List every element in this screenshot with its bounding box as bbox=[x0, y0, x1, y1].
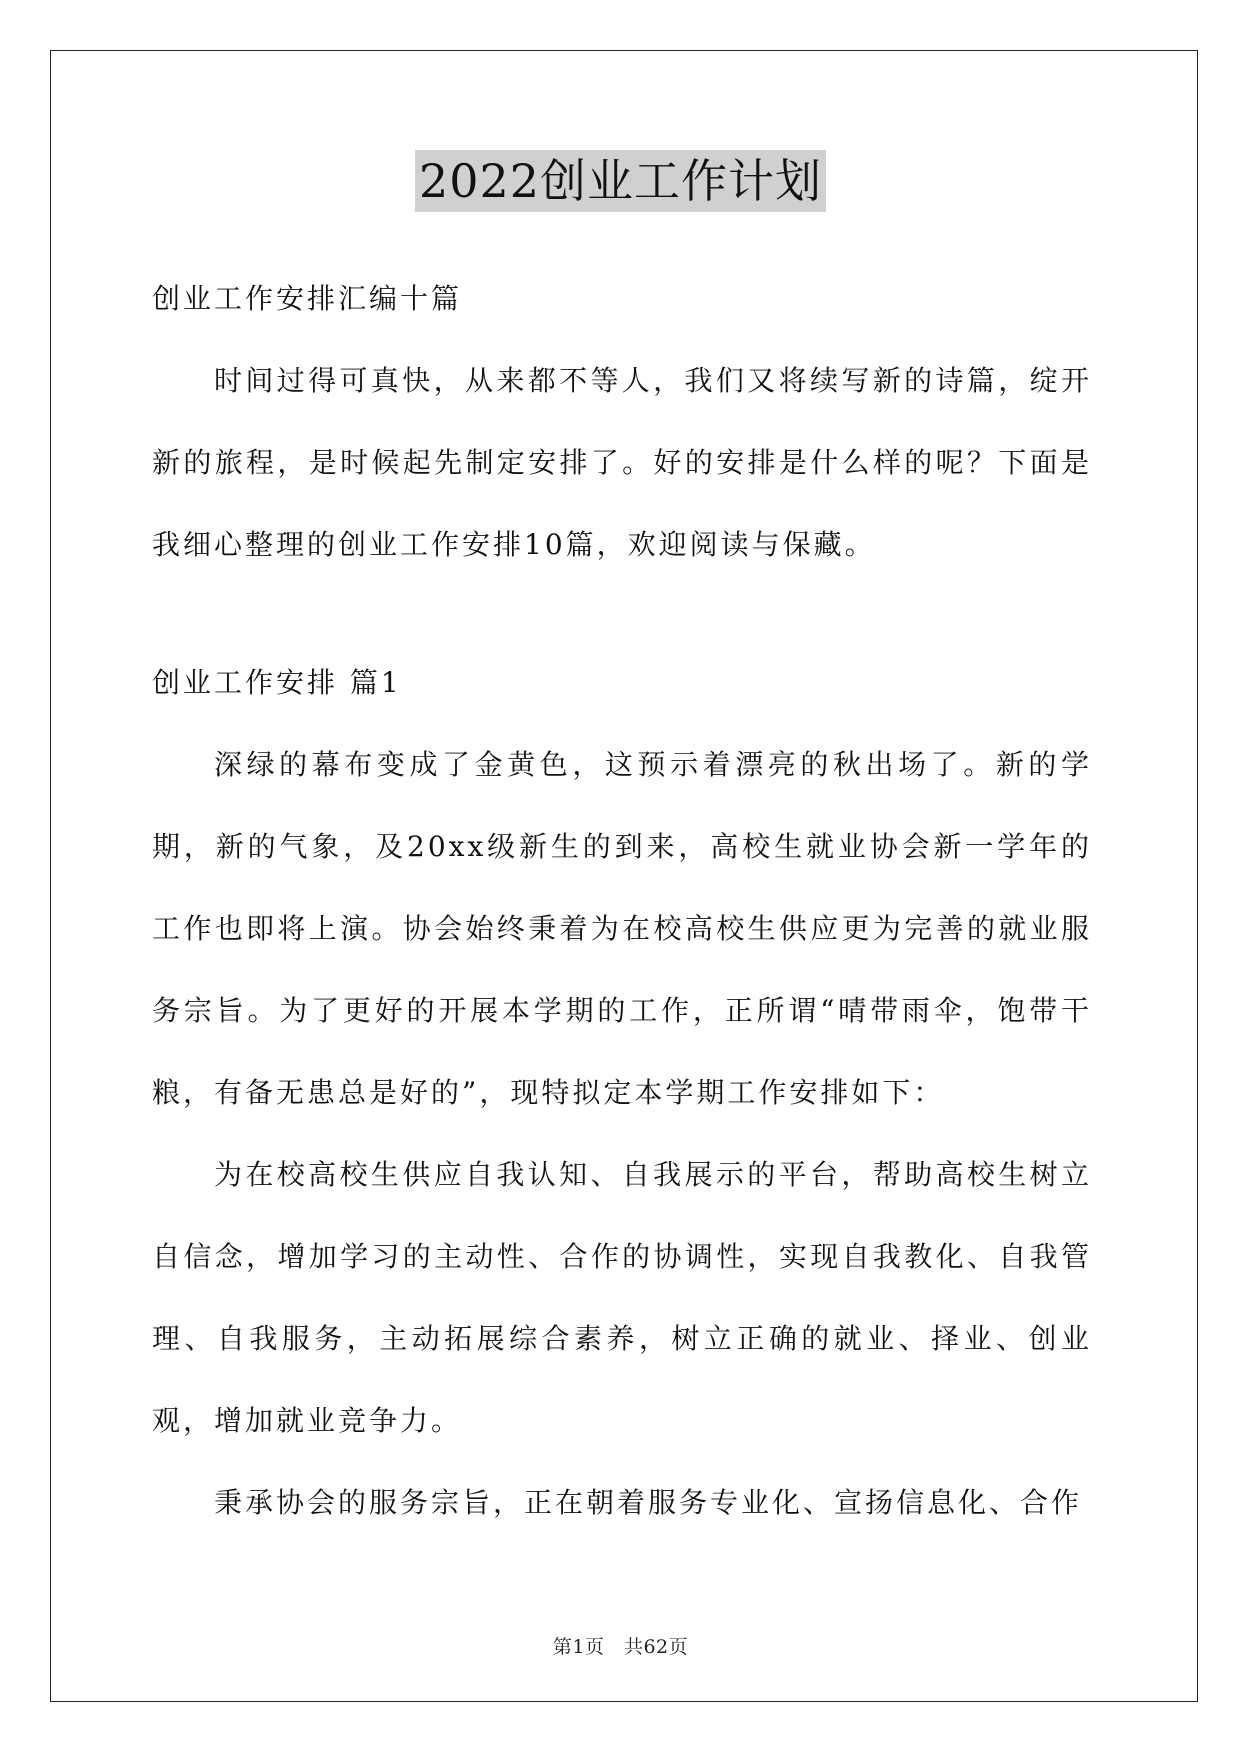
body-paragraph: 为在校高校生供应自我认知、自我展示的平台，帮助高校生树立自信念，增加学习的主动性、合作的协调性，实现自我教化、自我管理、自我服务，主动拓展综合素养，树立正确的就业、择业、创业观，增加就业竞争力。 bbox=[152, 1158, 1092, 1437]
title-container bbox=[0, 150, 1241, 212]
document-title: 2022创业工作计划 bbox=[415, 150, 826, 212]
body-paragraph: 秉承协会的服务宗旨，正在朝着服务专业化、宣扬信息化、合作 bbox=[214, 1486, 1083, 1519]
body-paragraph: 深绿的幕布变成了金黄色，这预示着漂亮的秋出场了。新的学期，新的气象，及20xx级新生的到来，高校生就业协会新一学年的工作也即将上演。协会始终秉着为在校高校生供应更为完善的就业服务宗旨。为了更好的开展本学期的工作，正所谓“晴带雨伞，饱带干粮，有备无患总是好的”，现特拟定本学期工作安排如下： bbox=[152, 748, 1092, 1109]
document-subtitle: 创业工作安排汇编十篇 bbox=[152, 282, 463, 315]
section-gap bbox=[152, 586, 1092, 642]
intro-paragraph: 时间过得可真快，从来都不等人，我们又将续写新的诗篇，绽开新的旅程，是时候起先制定安排了。好的安排是什么样的呢？下面是我细心整理的创业工作安排10篇，欢迎阅读与保藏。 bbox=[152, 364, 1092, 561]
section-heading: 创业工作安排 篇1 bbox=[152, 666, 402, 699]
page-number-footer: 第1页 共62页 bbox=[552, 1636, 689, 1658]
document-body bbox=[152, 258, 1092, 1544]
